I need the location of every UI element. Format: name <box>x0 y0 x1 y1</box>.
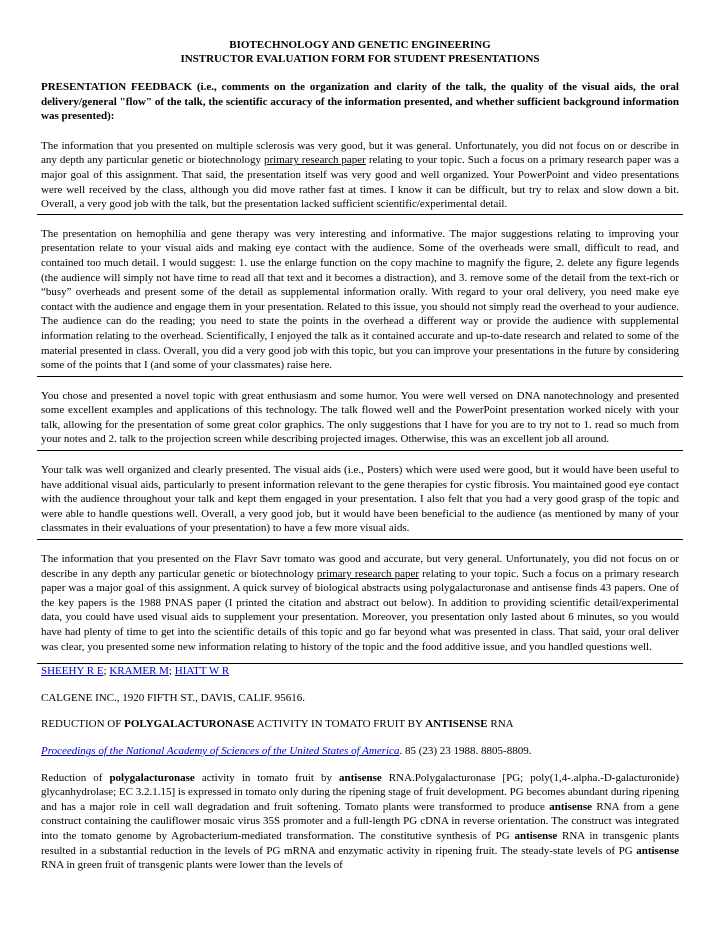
text-run: RNA from a gene construct containing the cauliflower mosaic virus 35S promoter and a full-length PG cDNA in reverse orientation. The construct was integrated into the tomato genome by Agrobacterium-mediated transformation. The constitutive synthesis of PG <box>41 800 680 842</box>
text-run: ACTIVITY IN TOMATO FRUIT BY <box>254 718 426 731</box>
text-run: The information that you presented on the Flavr Savr tomato was good and accurate, but very general. Unfortunately, you did not focus on or describe in any depth any particular genetic or biotechnology <box>41 553 679 580</box>
highlighted-term: polygalacturonase <box>109 771 195 784</box>
feedback-entry-1 <box>41 139 679 212</box>
feedback-text <box>41 552 679 654</box>
feedback-heading: PRESENTATION FEEDBACK (i.e., comments on the organization and clarity of the talk, the quality of the visual aids, the oral delivery/general "flow" of the talk, the scientific accuracy of the information presented, and whether sufficient background information was presented): <box>41 81 679 123</box>
author-link[interactable]: SHEEHY R E <box>41 665 104 678</box>
author-link[interactable]: HIATT W R <box>174 665 230 678</box>
form-title-line-2: INSTRUCTOR EVALUATION FORM FOR STUDENT PRESENTATIONS <box>180 53 540 65</box>
author-separator: ; <box>103 665 110 678</box>
text-run: RNA <box>487 718 514 731</box>
text-run: relating to your topic. Such a focus on a primary research paper was a major goal of this assignment. A quick survey of biological abstracts using polygalacturonase and antisense finds 43 papers. One of the key papers is the 1988 PNAS paper (I printed the citation and abstract out below). In addition to providing scientific detail/experimental data, you could have used visual aids to supplement your presentation. Moreover, you presentation only lasted about 6 minutes, so you would have had plenty of time to get into the scientific details of this topic and go far beyond what was presented in class. That said, your oral deliver was clear, you presented some new information relating to history of the topic and the food additive issue, and you handled questions well. <box>41 567 679 653</box>
highlighted-term: antisense <box>549 800 592 813</box>
feedback-entry-5 <box>41 540 679 655</box>
highlighted-term: antisense <box>636 844 679 857</box>
paper-title <box>41 717 679 732</box>
text-run: activity in tomato fruit by <box>194 771 339 784</box>
text-run: The information that you presented on multiple sclerosis was very good, but it was general. Unfortunately, you did not focus on or describe in any depth any particular genetic or biotechnology <box>41 139 679 167</box>
feedback-entry-3 <box>41 377 679 448</box>
text-run: RNA in transgenic plants resulted in a substantial reduction in the levels of PG mRNA and enzymatic activity in ripening fruit. The steady-state levels of PG <box>41 829 679 857</box>
reference-citation <box>41 664 679 873</box>
highlighted-term: antisense <box>514 829 558 842</box>
underlined-phrase: primary research paper <box>316 567 420 580</box>
text-run: REDUCTION OF <box>41 718 125 731</box>
feedback-text: The presentation on hemophilia and gene therapy was very interesting and informative. The major suggestions relating to improving your presentation relate to your visual aids and making eye contact with the audience. Some of the overheads were small, difficult to read, and contained too much detail. I would suggest: 1. use the enlarge function on the copy machine to magnify the figure, 2. delete any figure legends (the audience will simply not have time to read all that text and it becomes a distraction), and 3. remove some of the detail from the text-rich or “busy” overheads and present some of the detail as supplemental information orally. With regard to your oral delivery, you need make eye contact with the audience and engage them in your presentation. Related to this issue, you should not simply read the overhead to your audience. The audience can do the reading; you need to state the points in the overhead a different way or provide the audience with supplemental information relating to the overhead. Scientifically, I enjoyed the talk as it contained accurate and up-to-date research and related to some of the material presented in class. Overall, you did a very good job with this topic, but you can improve your presentations in the future by considering some of the points that I (and some of your classmates) raise here. <box>41 227 679 372</box>
underlined-phrase: primary research paper <box>264 154 366 167</box>
author-separator: ; <box>168 665 175 678</box>
text-run: relating to your topic. Such a focus on a primary research paper was a major goal of this assignment. That said, the presentation itself was very good and well organized. Your PowerPoint and video presentations were well received by the class, although you did move rather fast at times. I know it can be difficult, but try to relax and slow down a bit. Overall, a very good job with the talk, but the presentation lacked sufficient scientific/experimental detail. <box>41 154 680 211</box>
feedback-text <box>41 139 679 212</box>
form-title-line-1: BIOTECHNOLOGY AND GENETIC ENGINEERING <box>229 39 491 51</box>
author-list <box>41 664 679 679</box>
feedback-text: You chose and presented a novel topic with great enthusiasm and some humor. You were well versed on DNA nanotechnology and presented some excellent examples and applications of this technology. The talk flowed well and the PowerPoint presentation worked nicely with your talk, allowing for the presentation of some great color graphics. The only suggestions that I have for you are to try not to 1. read so much from your notes and 2. talk to the projection screen while describing projected images. Otherwise, this was an excellent job all around. <box>41 389 679 446</box>
journal-citation <box>41 744 679 759</box>
highlighted-term: ANTISENSE <box>425 718 488 731</box>
highlighted-term: POLYGALACTURONASE <box>124 718 255 731</box>
feedback-entry-2 <box>41 215 679 374</box>
journal-link[interactable]: Proceedings of the National Academy of Sciences of the United States of America <box>41 744 400 757</box>
abstract-text <box>41 771 679 873</box>
feedback-text: Your talk was well organized and clearly presented. The visual aids (i.e., Posters) which were used were good, but it would have been useful to have additional visual aids, particularly to present information relevant to the gene therapies for cystic fibrosis. You maintained good eye contact with the audience throughout your talk and kept them engaged in your presentation. I also felt that you had a very good grasp of the topic and were able to handle questions well. Overall, a very good job, but it would have been beneficial to the audience (as mentioned by many of your classmates in their evaluations of your presentation) to have a few more visual aids. <box>41 464 679 535</box>
feedback-entry-4 <box>41 451 679 537</box>
affiliation: CALGENE INC., 1920 FIFTH ST., DAVIS, CALIF. 95616. <box>41 691 305 704</box>
text-run: Reduction of <box>41 771 110 784</box>
text-run: RNA.Polygalacturonase [PG; poly(1,4-.alpha.-D-galacturonide) glycanhydrolase; EC 3.2.1.15] is expressed in tomato only during the ripening stage of fruit development. PG becomes abundant during ripening and has a major role in cell wall degradation and fruit softening. Tomato plants were transformed to produce <box>41 771 679 813</box>
author-link[interactable]: KRAMER M <box>109 665 169 678</box>
highlighted-term: antisense <box>338 771 382 784</box>
text-run: RNA in green fruit of transgenic plants were lower than the levels of <box>41 859 343 872</box>
citation-details: . 85 (23) 23 1988. 8805-8809. <box>399 744 532 757</box>
